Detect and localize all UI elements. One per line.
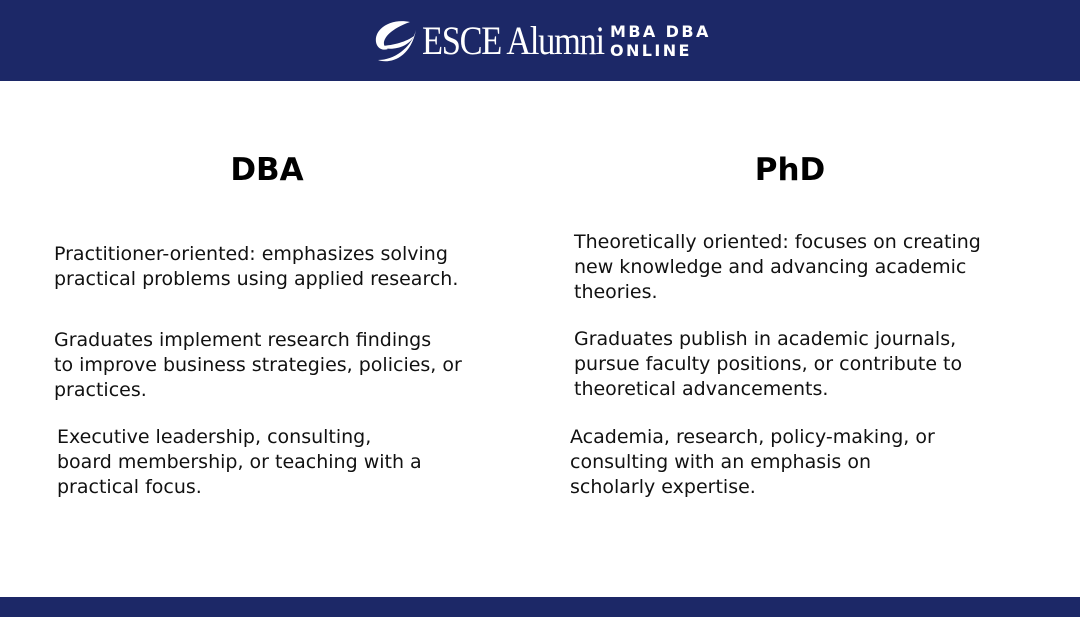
header-bar [0, 0, 1080, 81]
phd-graduates-text: Graduates publish in academic journals, pursue faculty positions, or contribute to theoretical advancements. [574, 328, 963, 400]
swoosh-logo-icon [370, 16, 418, 66]
brand-name: ESCE Alumni [422, 18, 604, 63]
subtitle-line-2: ONLINE [610, 41, 692, 60]
dba-orientation-text: Practitioner-oriented: emphasizes solving practical problems using applied research. [54, 243, 459, 290]
footer-bar [0, 597, 1080, 617]
dba-graduates-text: Graduates implement research findings to improve business strategies, policies, or practices. [54, 329, 462, 401]
dba-heading: DBA [230, 152, 304, 188]
phd-careers-text: Academia, research, policy-making, or consulting with an emphasis on scholarly expertise. [570, 426, 935, 498]
phd-orientation-text: Theoretically oriented: focuses on creating new knowledge and advancing academic theories. [574, 231, 981, 303]
subtitle-line-1: MBA DBA [610, 22, 711, 41]
esce-alumni-logo [370, 14, 710, 68]
phd-heading: PhD [754, 152, 826, 188]
program-subtitle [610, 22, 711, 60]
dba-careers-text: Executive leadership, consulting, board membership, or teaching with a practical focus. [57, 426, 422, 498]
